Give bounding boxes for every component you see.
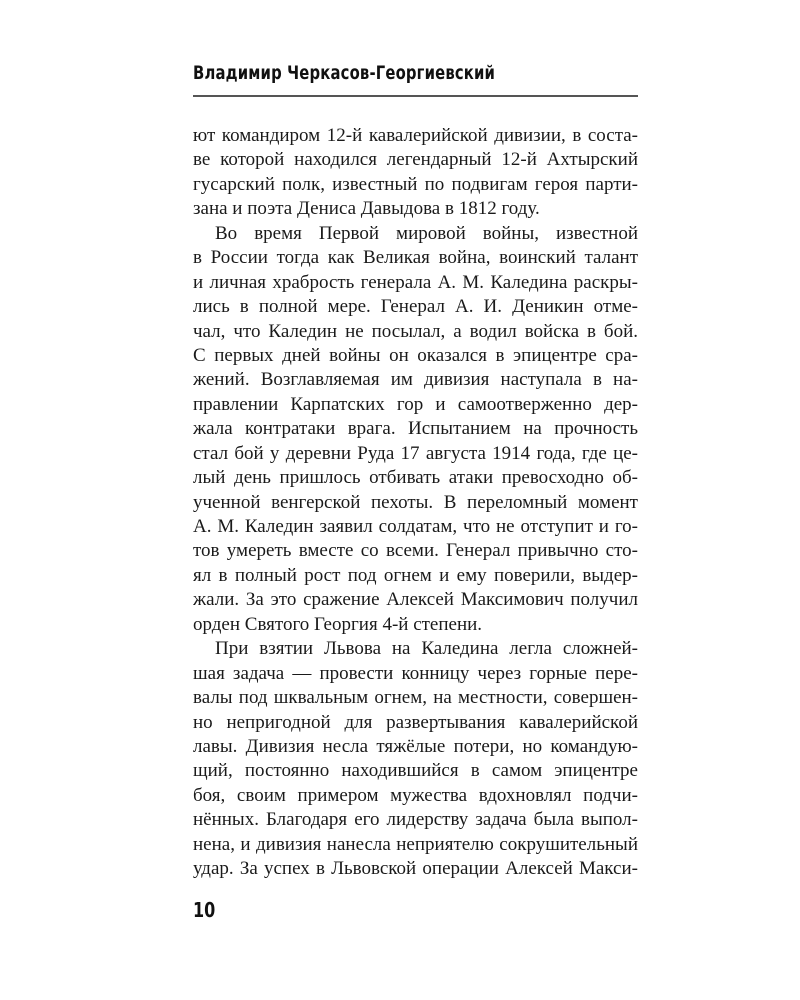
text-line: боя, своим примером мужества вдохновлял подчи- bbox=[193, 784, 638, 806]
text-line: жали. За это сражение Алексей Максимович получил bbox=[193, 589, 638, 611]
text-line: в России тогда как Великая война, воинский талант bbox=[193, 247, 638, 269]
text-line: нена, и дивизия нанесла неприятелю сокрушительный bbox=[193, 833, 638, 855]
running-head-author: Владимир Черкасов-Георгиевский bbox=[193, 62, 496, 84]
text-line: но непригодной для развертывания кавалерийской bbox=[193, 711, 638, 733]
text-line: щий, постоянно находившийся в самом эпицентре bbox=[193, 760, 638, 782]
text-line: жала контратаки врага. Испытанием на прочность bbox=[193, 418, 638, 440]
text-line: тов умереть вместе со всеми. Генерал привычно сто- bbox=[193, 540, 638, 562]
text-line: гусарский полк, известный по подвигам героя парти- bbox=[193, 173, 638, 195]
text-line: ве которой находился легендарный 12-й Ахтырский bbox=[193, 149, 638, 171]
text-line: лись в полной мере. Генерал А. И. Деникин отме- bbox=[193, 296, 638, 318]
text-line: Во время Первой мировой войны, известной bbox=[215, 222, 638, 244]
text-line: ученной венгерской пехоты. В переломный момент bbox=[193, 491, 638, 513]
text-line: ял в полный рост под огнем и ему поверили, выдер- bbox=[193, 564, 638, 586]
text-line: А. М. Каледин заявил солдатам, что не отступит и го- bbox=[193, 516, 638, 537]
text-line: удар. За успех в Львовской операции Алексей Макси- bbox=[193, 858, 638, 880]
text-line: правлении Карпатских гор и самоотверженно дер- bbox=[193, 393, 638, 415]
text-line: стал бой у деревни Руда 17 августа 1914 года, где це- bbox=[193, 442, 638, 464]
text-line: и личная храбрость генерала А. М. Каледина раскры- bbox=[193, 271, 638, 293]
text-line: ют командиром 12-й кавалерийской дивизии, в соста- bbox=[193, 125, 638, 146]
text-line: жений. Возглавляемая им дивизия наступала в на- bbox=[193, 369, 638, 391]
text-line: шая задача — провести конницу через горные пере- bbox=[193, 662, 638, 684]
text-line: зана и поэта Дениса Давыдова в 1812 году. bbox=[193, 198, 540, 220]
text-line: При взятии Львова на Каледина легла сложней- bbox=[215, 638, 638, 660]
text-line: валы под шквальным огнем, на местности, совершен- bbox=[193, 687, 638, 709]
text-line: чал, что Каледин не посылал, а водил войска в бой. bbox=[193, 320, 638, 342]
text-line: лавы. Дивизия несла тяжёлые потери, но командую- bbox=[193, 735, 638, 757]
text-line: нённых. Благодаря его лидерству задача была выпол- bbox=[193, 809, 638, 831]
header-rule bbox=[193, 95, 638, 97]
text-line: С первых дней войны он оказался в эпицентре сра- bbox=[193, 344, 638, 366]
text-line: орден Святого Георгия 4-й степени. bbox=[193, 613, 483, 635]
body-text bbox=[193, 124, 638, 882]
page-number: 10 bbox=[193, 898, 216, 922]
text-line: лый день пришлось отбивать атаки превосходно об- bbox=[193, 467, 638, 489]
